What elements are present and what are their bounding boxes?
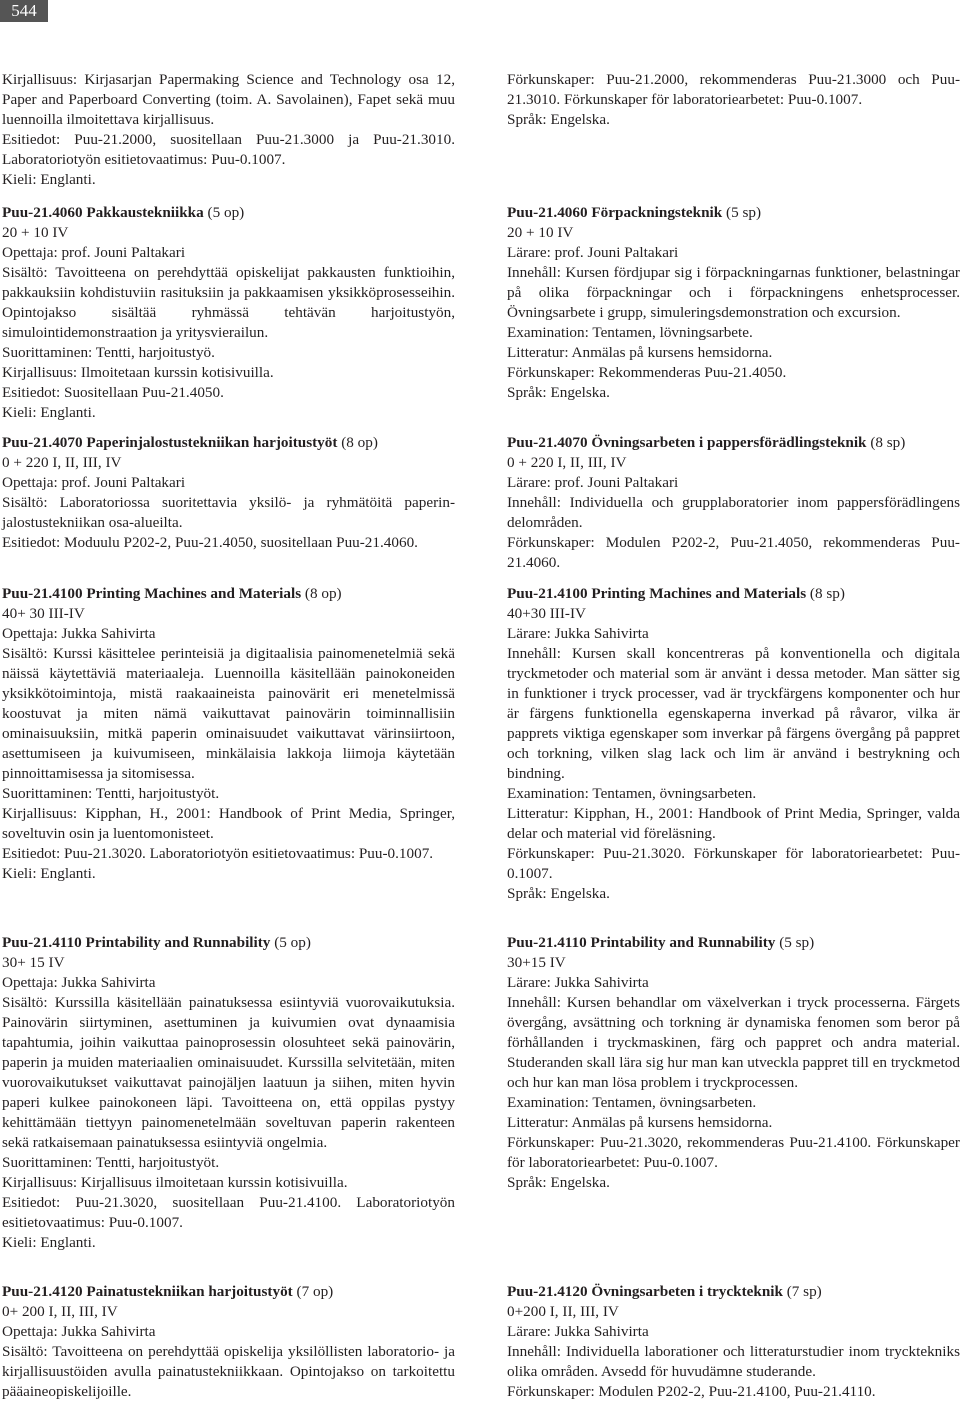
course-title: Paperinjalostustekniikan harjoitustyöt [86,434,338,451]
course-block [2,584,455,884]
course-text: Lärare: prof. Jouni Paltakari [507,474,679,491]
course-text: Sisältö: Kurssi käsittelee perinteisiä ja digitaalisia painomenetelmiä sekä näissä käytettäviä materiaaleja. Luennoilla käsitellään painokoneiden yksikkötoimintoja, mistä raakaaineista painovärit eri menetelmissä koostuvat ja miten nämä vaikuttavat painovärin toiminnallisiin ominaisuuksiin, mitkä paperin ominaisuudet vaikuttavat värinsiirtoon, asettumiseen ja kuivumiseen, minkälaisia lakkoja liimoja käytetään pinnoittamisessa ja sitomisessa. [2,645,455,782]
course-title: Painatustekniikan harjoitustyöt [86,1283,293,1300]
course-heading [507,584,960,604]
course-text: 40+ 30 III-IV [2,605,85,622]
course-text: Kirjallisuus: Ilmoitetaan kurssin kotisivuilla. [2,364,274,381]
course-text: Lärare: Jukka Sahivirta [507,1323,649,1340]
course-text: Lärare: Jukka Sahivirta [507,625,649,642]
course-code: Puu-21.4070 [2,434,83,451]
course-text: Lärare: prof. Jouni Paltakari [507,244,679,261]
course-text: Opettaja: Jukka Sahivirta [2,1323,156,1340]
course-heading [2,1282,455,1302]
course-block [2,433,455,553]
course-text: Suorittaminen: Tentti, harjoitustyö. [2,344,215,361]
course-heading [2,203,455,223]
course-title: Printability and Runnability [85,934,271,951]
course-text: Examination: Tentamen, övningsarbeten. [507,1094,757,1111]
course-heading [507,203,960,223]
course-code: Puu-21.4100 [507,585,588,602]
course-credits: (8 op) [304,585,342,602]
course-text: Suorittaminen: Tentti, harjoitustyöt. [2,785,220,802]
course-credits: (5 sp) [726,204,762,221]
course-text: Förkunskaper: Rekommenderas Puu-21.4050. [507,364,787,381]
page-number: 544 [0,0,48,22]
course-title: Övningsarbeten i pappersförädlingsteknik [591,434,867,451]
course-credits: (7 sp) [786,1283,822,1300]
course-text: Förkunskaper: Modulen P202-2, Puu-21.4050, rekommenderas Puu-21.4060. [507,534,960,571]
course-text: Opettaja: Jukka Sahivirta [2,625,156,642]
course-text: Kirjallisuus: Kirjasarjan Papermaking Science and Technology osa 12, Paper and Paperboard Converting (toim. A. Savolainen), Fapet sekä muu luennoilla ilmoitettava kirjallisuus. [2,71,455,128]
course-heading [2,584,455,604]
course-text: Kieli: Englanti. [2,404,96,421]
course-text: Esitiedot: Moduulu P202-2, Puu-21.4050, suositellaan Puu-21.4060. [2,534,418,551]
course-block [507,584,960,904]
course-block [2,933,455,1253]
course-code: Puu-21.4120 [2,1283,83,1300]
course-text: Sisältö: Laboratoriossa suoritettavia yksilö- ja ryhmätöitä paperinjalostustekniikan osa-alueilta. [2,494,455,531]
course-text: Innehåll: Kursen fördjupar sig i förpackningarnas funktioner, belastningar på olika förpackningar och i förpackningens enhetsprocesser. Övningsarbete i grupp, simuleringsdemonstration och excursion. [507,264,960,321]
course-credits: (8 sp) [870,434,906,451]
course-text: Lärare: Jukka Sahivirta [507,974,649,991]
course-text: Förkunskaper: Puu-21.3020, rekommenderas Puu-21.4100. Förkunskaper för laboratoriearbetet: Puu-0.1007. [507,1134,960,1171]
course-heading [507,433,960,453]
course-text: 0+200 I, II, III, IV [507,1303,619,1320]
course-title: Printing Machines and Materials [591,585,807,602]
course-text: Språk: Engelska. [507,384,610,401]
course-code: Puu-21.4120 [507,1283,588,1300]
course-text: Opettaja: Jukka Sahivirta [2,974,156,991]
course-text: Litteratur: Anmälas på kursens hemsidorna. [507,344,773,361]
course-block [507,1282,960,1402]
course-text: Examination: Tentamen, lövningsarbete. [507,324,753,341]
course-text: 0 + 220 I, II, III, IV [507,454,627,471]
course-credits: (8 sp) [809,585,845,602]
course-heading [2,933,455,953]
course-heading [507,933,960,953]
course-text: Litteratur: Kipphan, H., 2001: Handbook of Print Media, Springer, valda delar och material vid föreläsning. [507,805,960,842]
course-text: Förkunskaper: Puu-21.2000, rekommenderas Puu-21.3000 och Puu-21.3010. Förkunskaper för laboratoriearbetet: Puu-0.1007. [507,71,960,108]
course-credits: (5 sp) [779,934,815,951]
course-title: Förpackningsteknik [591,204,723,221]
course-text: Förkunskaper: Puu-21.3020. Förkunskaper för laboratoriearbetet: Puu-0.1007. [507,845,960,882]
course-text: 40+30 III-IV [507,605,586,622]
course-text: Opettaja: prof. Jouni Paltakari [2,244,186,261]
course-text: Esitiedot: Puu-21.2000, suositellaan Puu-21.3000 ja Puu-21.3010. Laboratoriotyön esitietovaatimus: Puu-0.1007. [2,131,455,168]
course-text: Sisältö: Kurssilla käsitellään painatuksessa esiintyviä vuorovaikutuksia. Painovärin siirtyminen, asettuminen ja kuivumien ovat dynaamisia tapahtumia, joihin vaikuttaa painoprosessin olosuhteet sekä painovärin, paperin ja muiden materiaalien ominaisuudet. Kurssilla selvitetään, miten vuorovaikutukset vaikuttavat painojäljen laatuun ja siihen, miten hyvin paperi kulkee painokoneen läpi. Tavoitteena on, että oppilas pystyy kehittämään tiettyyn painomenetelmään soveltuvan paperin rakenteen sekä ratkaisemaan painatuksessa esiintyviä ongelmia. [2,994,455,1151]
course-title: Pakkaustekniikka [86,204,204,221]
course-block [507,203,960,403]
course-text: Esitiedot: Suositellaan Puu-21.4050. [2,384,224,401]
course-heading [2,433,455,453]
course-text: Språk: Engelska. [507,111,610,128]
course-text: Språk: Engelska. [507,1174,610,1191]
course-text: 0 + 220 I, II, III, IV [2,454,122,471]
course-block [2,203,455,423]
course-text: Innehåll: Individuella och grupplaboratorier inom pappersförädlingens delområden. [507,494,960,531]
course-text: Förkunskaper: Modulen P202-2, Puu-21.4100, Puu-21.4110. [507,1383,876,1400]
course-credits: (5 op) [274,934,311,951]
course-code: Puu-21.4110 [507,934,587,951]
course-code: Puu-21.4100 [2,585,83,602]
course-text: 20 + 10 IV [507,224,574,241]
course-text: Esitiedot: Puu-21.3020, suositellaan Puu-21.4100. Laboratoriotyön esitietovaatimus: Puu-0.1007. [2,1194,455,1231]
course-text: Esitiedot: Puu-21.3020. Laboratoriotyön esitietovaatimus: Puu-0.1007. [2,845,434,862]
course-text: 30+ 15 IV [2,954,65,971]
course-text: Suorittaminen: Tentti, harjoitustyöt. [2,1154,220,1171]
course-text: 0+ 200 I, II, III, IV [2,1303,118,1320]
course-code: Puu-21.4070 [507,434,588,451]
course-block [507,933,960,1193]
course-title: Printability and Runnability [590,934,776,951]
course-text: Litteratur: Anmälas på kursens hemsidorna. [507,1114,773,1131]
course-block [2,1282,455,1402]
course-text: 30+15 IV [507,954,566,971]
course-text: Kieli: Englanti. [2,1234,96,1251]
course-text: Examination: Tentamen, övningsarbeten. [507,785,757,802]
course-title: Printing Machines and Materials [86,585,302,602]
course-text: Innehåll: Kursen skall koncentreras på konventionella och digitala tryckmetoder och material som är använt i dessa metoder. Man sätter sig in funktioner i tryck processer, vad är tryckfärgens komponenter och hur är färgens funktionella egenskaperna inverkad på råvaror, vilka är papprets viktiga egenskaper som inverkar på färgens övergång på pappret och torkning, vilken slag lack och lim är använd i bestrykning och bindning. [507,645,960,782]
course-block [507,433,960,573]
course-text: Sisältö: Tavoitteena on perehdyttää opiskelijat pakkausten funktioihin, pakkauksiin kohdistuviin rasituksiin ja pakkaamisen yksikköprosesseihin. Opintojakso sisältää ryhmässä tehtävän harjoitustyön, simulointidemonstraation ja yritysvierailun. [2,264,455,341]
course-credits: (5 op) [207,204,245,221]
course-text: 20 + 10 IV [2,224,69,241]
course-code: Puu-21.4110 [2,934,82,951]
course-text: Sisältö: Tavoitteena on perehdyttää opiskelija yksilöllisten laboratorio- ja kirjallisuustöiden avulla painatustekniikkaan. Opintojakso on tarkoitettu pääaineopiskelijoille. [2,1343,455,1400]
course-text: Kieli: Englanti. [2,865,96,882]
course-block-continuation [2,70,455,190]
course-text: Innehåll: Individuella laborationer och litteraturstudier inom trycktekniks olika områden. Avsedd för huvudämne studerande. [507,1343,960,1380]
course-block-continuation [507,70,960,130]
course-heading [507,1282,960,1302]
course-text: Kirjallisuus: Kipphan, H., 2001: Handbook of Print Media, Springer, soveltuvin osin ja luentomonisteet. [2,805,455,842]
course-text: Innehåll: Kursen behandlar om växelverkan i tryck processerna. Färgets övergång, avsättning och torkning är dynamiska fenomen som beror på förhållanden i tryckmaskinen, färg och pappret och andra material. Studeranden skall lära sig hur man kan utveckla pappret till en tryckmetod och hur kan man lösa problem i tryckprocessen. [507,994,960,1091]
course-text: Språk: Engelska. [507,885,610,902]
course-title: Övningsarbeten i tryckteknik [591,1283,783,1300]
course-credits: (8 op) [341,434,378,451]
course-code: Puu-21.4060 [2,204,83,221]
course-credits: (7 op) [296,1283,334,1300]
course-text: Kieli: Englanti. [2,171,96,188]
course-text: Kirjallisuus: Kirjallisuus ilmoitetaan kurssin kotisivuilla. [2,1174,348,1191]
course-text: Opettaja: prof. Jouni Paltakari [2,474,186,491]
course-code: Puu-21.4060 [507,204,588,221]
